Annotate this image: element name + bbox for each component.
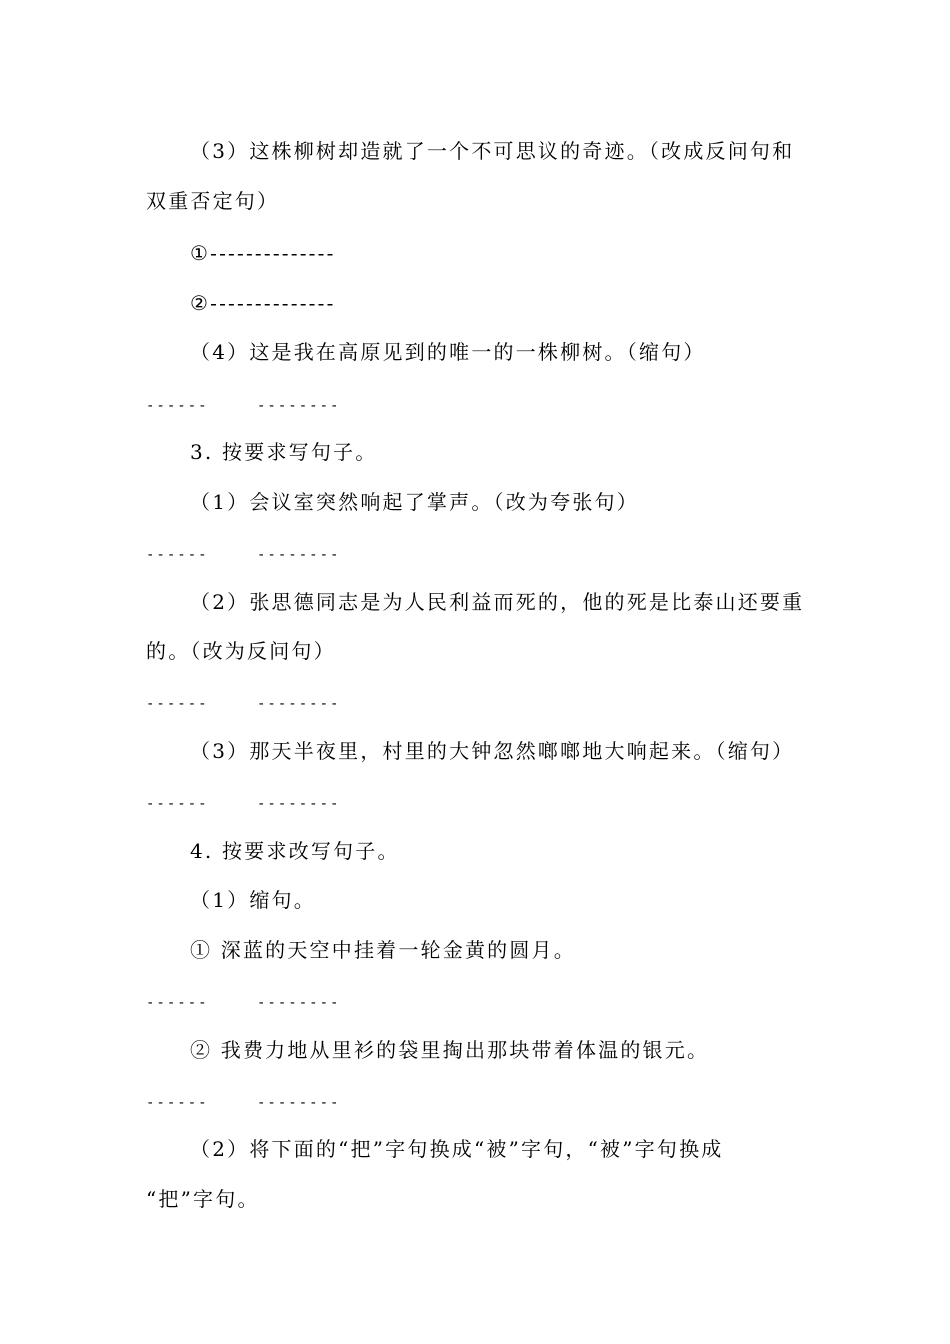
section-3-item-2-line-1: （2）张思德同志是为人民利益而死的，他的死是比泰山还要重 bbox=[190, 590, 805, 614]
section-3-title: 3. 按要求写句子。 bbox=[190, 440, 378, 464]
section-4-item-2-line-1: （2）将下面的“把”字句换成“被”字句，“被”字句换成 bbox=[190, 1137, 724, 1161]
section-4-item-1-sentence-2: ② 我费力地从里衫的袋里掏出那块带着体温的银元。 bbox=[190, 1038, 710, 1062]
answer-blank-1: ①-------------- bbox=[190, 241, 336, 265]
question-3-3-line-1: （3）这株柳树却造就了一个不可思议的奇迹。（改成反问句和 bbox=[190, 139, 795, 163]
answer-blank-2: ②-------------- bbox=[190, 291, 336, 315]
answer-line-3-left: ------ bbox=[146, 696, 209, 712]
answer-line-5-left: ------ bbox=[146, 995, 209, 1011]
answer-line-3-right: -------- bbox=[257, 696, 341, 712]
section-4-title: 4. 按要求改写句子。 bbox=[190, 839, 400, 863]
answer-line-5-right: -------- bbox=[257, 995, 341, 1011]
answer-line-2-right: -------- bbox=[257, 547, 341, 563]
question-3-3-line-2: 双重否定句） bbox=[146, 189, 280, 213]
question-3-4: （4）这是我在高原见到的唯一的一株柳树。（缩句） bbox=[190, 340, 706, 364]
answer-line-6-right: -------- bbox=[257, 1095, 341, 1111]
answer-line-2-left: ------ bbox=[146, 547, 209, 563]
section-3-item-2-line-2: 的。（改为反问句） bbox=[146, 639, 336, 663]
section-3-item-3: （3）那天半夜里，村里的大钟忽然啷啷地大响起来。（缩句） bbox=[190, 739, 795, 763]
answer-line-4-left: ------ bbox=[146, 796, 209, 812]
section-4-item-1-sentence-1: ① 深蓝的天空中挂着一轮金黄的圆月。 bbox=[190, 938, 576, 962]
answer-line-1-right: -------- bbox=[257, 398, 341, 414]
answer-line-4-right: -------- bbox=[257, 796, 341, 812]
section-4-item-1: （1）缩句。 bbox=[190, 888, 316, 912]
section-4-item-2-line-2: “把”字句。 bbox=[146, 1187, 260, 1211]
answer-line-1-left: ------ bbox=[146, 398, 209, 414]
section-3-item-1: （1）会议室突然响起了掌声。（改为夸张句） bbox=[190, 490, 639, 514]
answer-line-6-left: ------ bbox=[146, 1095, 209, 1111]
